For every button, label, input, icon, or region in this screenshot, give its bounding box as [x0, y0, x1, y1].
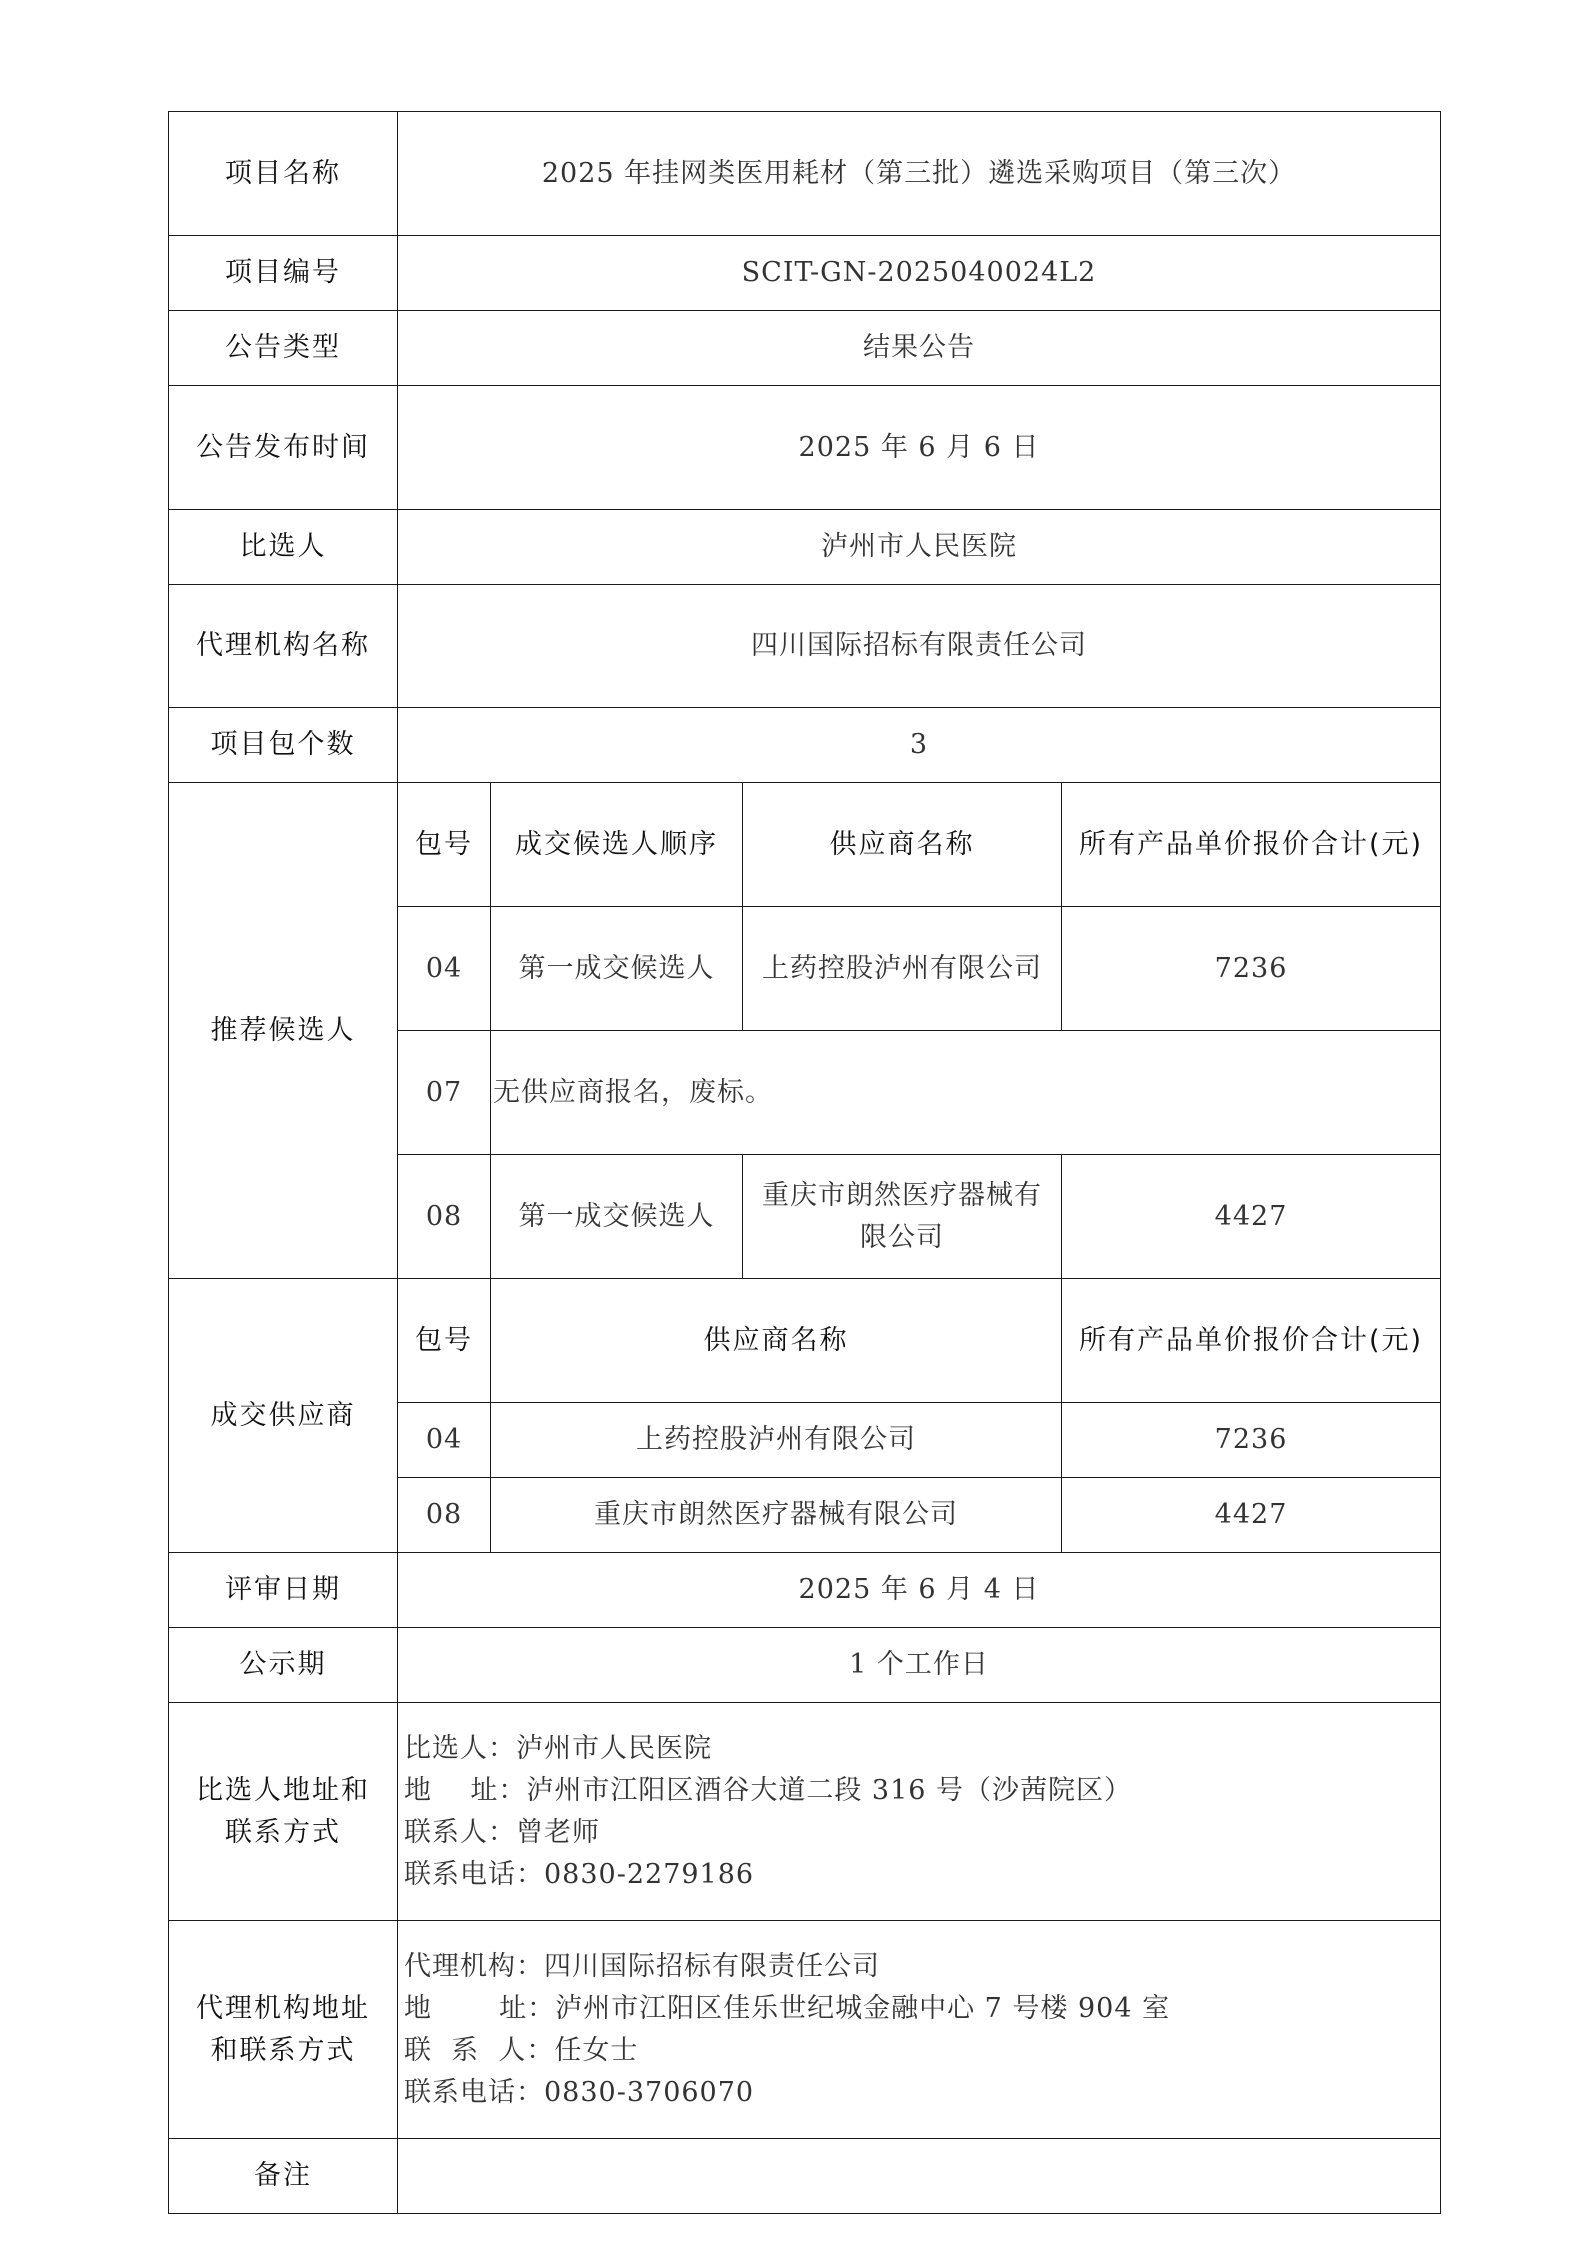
agency-contact-details — [398, 1921, 1441, 2139]
win-header-supplier: 供应商名称 — [491, 1279, 1062, 1403]
rec-row-note: 无供应商报名，废标。 — [491, 1031, 1441, 1155]
notice-type-label: 公告类型 — [169, 311, 398, 386]
project-no-value: SCIT-GN-2025040024L2 — [398, 236, 1441, 311]
agency-contact-line: 地 址：泸州市江阳区佳乐世纪城金融中心 7 号楼 904 室 — [404, 1992, 1171, 2024]
agency-contact-line: 代理机构：四川国际招标有限责任公司 — [404, 1950, 880, 1982]
rec-row-package-no: 04 — [398, 907, 491, 1031]
rec-row-package-no: 08 — [398, 1155, 491, 1279]
winners-header-row — [169, 1279, 1441, 1403]
project-no-label: 项目编号 — [169, 236, 398, 311]
rec-row-total-price: 4427 — [1062, 1155, 1441, 1279]
selector-label: 比选人 — [169, 510, 398, 585]
row-package-count — [169, 708, 1441, 783]
rec-row-rank: 第一成交候选人 — [491, 907, 743, 1031]
selector-contact-label — [169, 1703, 398, 1921]
row-project-no — [169, 236, 1441, 311]
selector-contact-line: 联系人：曾老师 — [404, 1816, 600, 1848]
recommended-label: 推荐候选人 — [169, 783, 398, 1279]
selector-contact-label-line2: 联系方式 — [225, 1816, 341, 1848]
win-row-supplier: 上药控股泸州有限公司 — [491, 1403, 1062, 1478]
rec-row-supplier: 上药控股泸州有限公司 — [743, 907, 1062, 1031]
rec-row-total-price: 7236 — [1062, 907, 1441, 1031]
rec-header-package-no: 包号 — [398, 783, 491, 907]
remarks-label: 备注 — [169, 2139, 398, 2214]
result-notice-table — [168, 111, 1441, 2214]
rec-header-total-price: 所有产品单价报价合计(元) — [1062, 783, 1441, 907]
project-name-value: 2025 年挂网类医用耗材（第三批）遴选采购项目（第三次） — [398, 112, 1441, 236]
agency-name-value: 四川国际招标有限责任公司 — [398, 585, 1441, 708]
agency-contact-label-line1: 代理机构地址 — [196, 1992, 370, 2024]
row-agency-name — [169, 585, 1441, 708]
remarks-value — [398, 2139, 1441, 2214]
publish-time-value: 2025 年 6 月 6 日 — [398, 386, 1441, 510]
rec-header-supplier: 供应商名称 — [743, 783, 1062, 907]
selector-value: 泸州市人民医院 — [398, 510, 1441, 585]
review-date-label: 评审日期 — [169, 1553, 398, 1628]
row-selector — [169, 510, 1441, 585]
row-remarks — [169, 2139, 1441, 2214]
row-review-date — [169, 1553, 1441, 1628]
row-publish-time — [169, 386, 1441, 510]
agency-contact-line: 联 系 人：任女士 — [404, 2034, 639, 2066]
row-agency-contact — [169, 1921, 1441, 2139]
selector-contact-line: 比选人：泸州市人民医院 — [404, 1732, 712, 1764]
review-date-value: 2025 年 6 月 4 日 — [398, 1553, 1441, 1628]
package-count-label: 项目包个数 — [169, 708, 398, 783]
rec-row-rank: 第一成交候选人 — [491, 1155, 743, 1279]
rec-row-package-no: 07 — [398, 1031, 491, 1155]
agency-contact-label-line2: 和联系方式 — [210, 2034, 356, 2066]
package-count-value: 3 — [398, 708, 1441, 783]
win-row-package-no: 08 — [398, 1478, 491, 1553]
agency-name-label: 代理机构名称 — [169, 585, 398, 708]
rec-header-rank: 成交候选人顺序 — [491, 783, 743, 907]
row-notice-type — [169, 311, 1441, 386]
publicity-period-label: 公示期 — [169, 1628, 398, 1703]
rec-row-supplier: 重庆市朗然医疗器械有限公司 — [743, 1155, 1062, 1279]
agency-contact-line: 联系电话：0830-3706070 — [404, 2076, 755, 2108]
project-name-label: 项目名称 — [169, 112, 398, 236]
publicity-period-value: 1 个工作日 — [398, 1628, 1441, 1703]
selector-contact-line: 联系电话：0830-2279186 — [404, 1858, 755, 1890]
selector-contact-label-line1: 比选人地址和 — [196, 1774, 370, 1806]
row-publicity-period — [169, 1628, 1441, 1703]
win-header-total-price: 所有产品单价报价合计(元) — [1062, 1279, 1441, 1403]
notice-type-value: 结果公告 — [398, 311, 1441, 386]
selector-contact-details — [398, 1703, 1441, 1921]
win-row-total-price: 4427 — [1062, 1478, 1441, 1553]
winners-label: 成交供应商 — [169, 1279, 398, 1553]
row-selector-contact — [169, 1703, 1441, 1921]
row-project-name — [169, 112, 1441, 236]
win-row-total-price: 7236 — [1062, 1403, 1441, 1478]
selector-contact-line: 地 址：泸州市江阳区酒谷大道二段 316 号（沙茜院区） — [404, 1774, 1133, 1806]
win-row-supplier: 重庆市朗然医疗器械有限公司 — [491, 1478, 1062, 1553]
win-header-package-no: 包号 — [398, 1279, 491, 1403]
publish-time-label: 公告发布时间 — [169, 386, 398, 510]
win-row-package-no: 04 — [398, 1403, 491, 1478]
agency-contact-label — [169, 1921, 398, 2139]
recommended-header-row — [169, 783, 1441, 907]
